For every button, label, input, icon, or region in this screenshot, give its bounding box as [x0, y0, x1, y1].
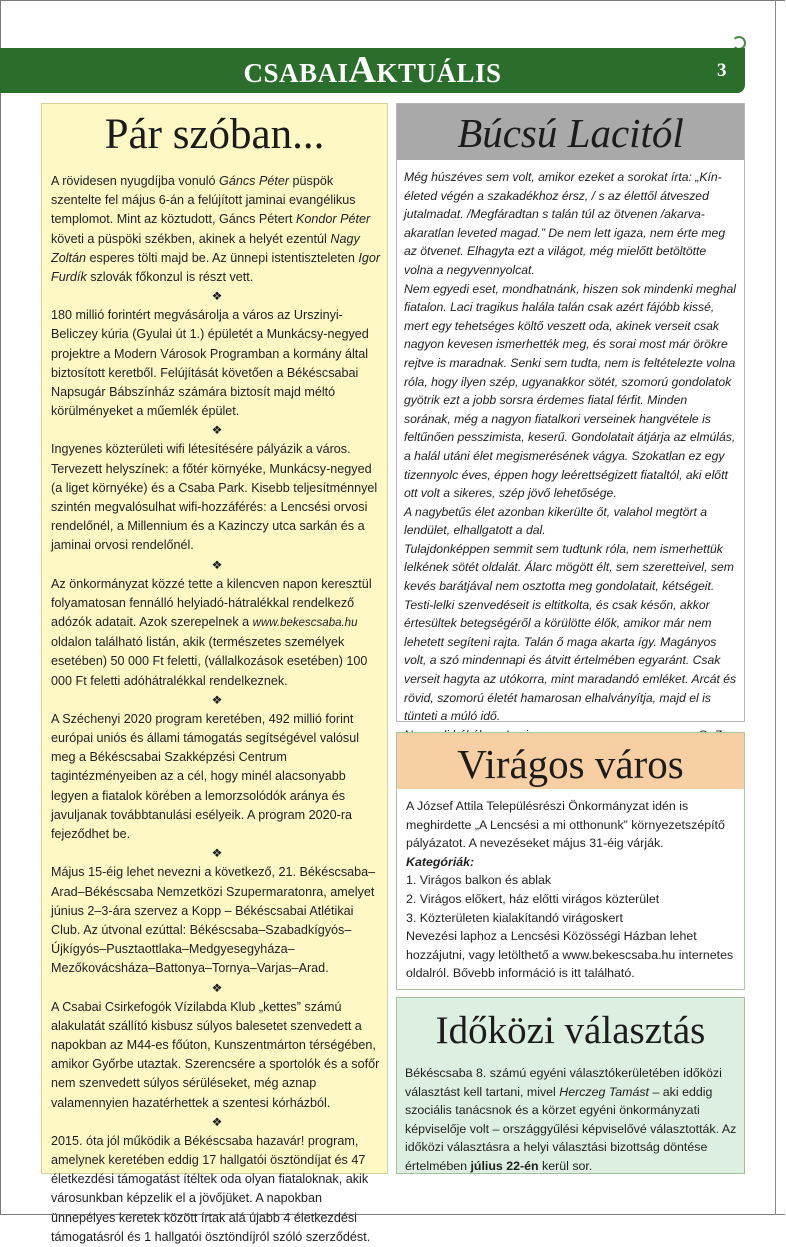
news-text: Ingyenes közterületi wifi létesítésére pályázik a város. Tervezett helyszínek: a főtér környéke, Munkácsy-negyed (a liget környéke) és a Csaba Park. Kisebb teljesítménnyel szintén megvalósulhat wifi-hozzáférés: a Lencsési orvosi rendelőnél, a Millennium és a Kazinczy utca sarkán és a jaminai orvosi rendelőnél.: [51, 442, 378, 553]
bucsu-title: Búcsú Lacitól: [457, 110, 684, 156]
news-text: A Csabai Csirkefogók Vízilabda Klub „kettes” számú alakulatát szállító kisbusz súlyos balesetet szenvedett a napokban az M44-es főúton, Kunszentmárton térségében, amikor Győrbe utaztak. Szerencsére a sportolók és a sofőr nem szenvedett súlyos sérüléseket, még aznap valamennyien hazatérhettek a szentesi kórházból.: [51, 999, 380, 1110]
viragos-outro: Nevezési laphoz a Lencsési Közösségi Házban lehet hozzájutni, vagy letölthető a www.bekescsaba.hu internetes oldalról. Bővebb információ is itt található.: [406, 929, 734, 981]
news-text: A rövidesen nyugdíjba vonuló: [51, 174, 220, 188]
title-suffix: KTUÁLIS: [376, 58, 502, 88]
separator-ornament-icon: ❖: [211, 846, 223, 861]
bucsu-paragraph: Nem egyedi eset, mondhatnánk, hiszen sok mindenki meghal fiatalon. Laci tragikus halála talán csak azért fájóbb kissé, mert egy tehetséges költő veszett oda, akinek verseit csak nagyon kevesen ismerhették meg, és sorai most már örökre rejtve is maradnak. Senki sem tudta, nem is feltételezte volna róla, hogy ilyen szép, ugyanakkor sötét, szomorú gondolatok gyötrik ezt a jobb sorsra érdemes fiatal férfit. Minden sorának, még a nagyon fiatalkori verseinek hangvétele is feltűnően pesszimista, keserű. Gondolatait átjárja az elmúlás, a halál utáni élet megismerésének vágya. Szokatlan ez egy tizennyolc éves, éppen hogy leérettségizett fiataltól, aki előtt ott volt a sikeres, szép jövő lehetősége.: [404, 281, 736, 501]
news-text: püspök szentelte fel május 6-án a felújított jaminai evangélikus templomot. Mint az köztudott, Gáncs Pétert: [51, 174, 356, 227]
viragos-category: 2. Virágos előkert, ház előtti virágos közterület: [406, 891, 660, 906]
page-edge-rule: [775, 0, 776, 1215]
news-item: [51, 863, 383, 978]
separator-ornament-icon: ❖: [211, 289, 223, 304]
viragos-intro: A József Attila Településrészi Önkormányzat idén is meghirdette „A Lencsési a mi otthonunk” környezetszépítő pályázatot. A nevezéseket május 31-éig várják.: [406, 799, 725, 851]
separator-ornament-icon: ❖: [211, 692, 223, 707]
news-item: [51, 710, 383, 844]
news-text: Május 15-éig lehet nevezni a következő, 21. Békéscsaba–Arad–Békéscsaba Nemzetközi Szupermaratonra, amelyet június 2–3-ára szervez a Kopp – Békéscsabai Atlétikai Club. Az útvonal ezúttal: Békéscsaba–Szabadkígyós–Újkígyós–Pusztaottlaka–Medgyesegyháza–Mezőkovácsháza–Battonya–Tornya–Varjas–Arad.: [51, 865, 376, 976]
news-item: [51, 440, 383, 555]
news-text: esperes tölti majd be. Az ünnepi istentiszteleten: [86, 250, 359, 265]
emphasis-text: Nagy Zoltán: [51, 231, 360, 265]
par-szoban-body: [51, 172, 383, 1247]
idokozi-name: Herczeg Tamást: [559, 1084, 650, 1099]
emphasis-text: www.bekescsaba.hu: [252, 617, 358, 630]
news-text: 2015. óta jól működik a Békéscsaba hazavár! program, amelynek keretében eddig 17 hallgatói ösztöndíjat és 47 életkezdési támogatást ítéltek oda olyan fiataloknak, akik városunkban képzelik el a jövőjüket. A napokban ünnepélyes keretek között írtak alá újabb 4 életkezdési támogatásról és 1 hallgatói ösztöndíjról szóló szerződést.: [51, 1133, 371, 1244]
viragos-title: Virágos város: [457, 741, 684, 787]
news-text: 180 millió forintért megvásárolja a város az Urszinyi-Beliczey kúria (Gyulai út 1.) épületét a Munkácsy-negyed projektre a Modern Városok Programban a kormány által biztosított keretből. Felújítását követően a Békéscsabai Napsugár Bábszínház számára biztosít majd méltó körülményeket a műemlék épület.: [51, 308, 369, 419]
news-text: követi a püspöki székben, akinek a helyét ezentúl: [51, 231, 331, 246]
viragos-category: 1. Virágos balkon és ablak: [406, 873, 552, 888]
news-text: Az önkormányzat közzé tette a kilencven napon keresztül folyamatosan fennálló helyiadó-hátralékkal rendelkező adózók adatait. Azok szerepelnek a: [51, 576, 372, 630]
idokozi-date: július 22-én: [470, 1158, 539, 1173]
idokozi-text: [405, 1064, 743, 1176]
idokozi-valasztas-article: [396, 997, 745, 1174]
viragos-category: 3. Közterületen kialakítandó virágoskert: [406, 910, 623, 925]
viragos-varos-article: [396, 732, 745, 990]
par-szoban-title: Pár szóban...: [104, 111, 325, 158]
news-text: szlovák főkonzul is részt vett.: [86, 270, 254, 285]
news-text: A Széchenyi 2020 program keretében, 492 millió forint európai uniós és állami támogatás segítségével valósul meg a Békéscsabai Szakképzési Centrum tagintézményeiben az a cél, hogy minél alacsonyabb legyen a fiatalok körében a lemorzsolódók aránya és javuljanak továbbtanulási esélyeik. A program 2020-ra fejeződhet be.: [51, 711, 360, 842]
news-item: [51, 998, 383, 1113]
page-number: 3: [717, 60, 727, 81]
news-text: oldalon található listán, akik (természetes személyek esetében) 50 000 Ft feletti, (vállalkozások esetében) 100 000 Ft feletti adóhátralékkal rendelkeznek.: [51, 635, 368, 688]
viragos-categories-label: Kategóriák:: [406, 854, 475, 869]
idokozi-text-1: Békéscsaba 8. számú egyéni választókerületében időközi választást kell tartani, mivel: [405, 1066, 722, 1099]
bucsu-article: [396, 103, 745, 722]
separator-ornament-icon: ❖: [211, 557, 223, 572]
separator-ornament-icon: ❖: [211, 980, 223, 995]
news-item: [51, 1132, 383, 1247]
emphasis-text: Igor Furdík: [51, 250, 381, 285]
separator-ornament-icon: ❖: [211, 1114, 223, 1129]
news-item: [51, 172, 383, 287]
viragos-body: [397, 789, 742, 983]
viragos-header: [397, 733, 744, 789]
title-prefix: CSABAI: [243, 58, 349, 88]
bucsu-paragraph: A nagybetűs élet azonban kikerülte őt, valahol megtört a lendület, elhallgatott a dal.: [404, 504, 708, 538]
bucsu-body: [397, 160, 737, 744]
idokozi-text-2: – aki eddig szociális tanácsnok és a körzet egyéni önkormányzati képviselője volt – országgyűlési képviselővé választották. Az időközi választásra a helyi választási bizottság döntése értelmében: [405, 1084, 737, 1173]
emphasis-text: Kondor Péter: [295, 212, 371, 227]
bucsu-header: [397, 104, 744, 160]
bucsu-paragraph: Tulajdonképpen semmit sem tudtunk róla, nem ismerhettük lelkének sötét oldalát. Álarc mögött élt, sem szeretteivel, sem kevés barátjával nem osztotta meg gondolatait, kétségeit. Testi-lelki szenvedéseit is eltitkolta, és csak későn, akkor értesültek betegségéről a körülötte élők, amikor már nem lehetett segíteni rajta. Talán ő maga akarta így. Magányos volt, a szó mindennapi és átvitt értelmében egyaránt. Csak verseit hagyta az utókorra, mint maradandó emléket. Arcát és rövid, szomorú életét hamarosan elhalványítja, majd el is tünteti a múló idő.: [404, 541, 737, 724]
title-big-letter: A: [348, 49, 377, 91]
idokozi-title: Időközi választás: [435, 1009, 706, 1052]
news-item: [51, 306, 383, 421]
news-item: [51, 575, 383, 691]
emphasis-text: Gáncs Péter: [219, 174, 290, 188]
separator-ornament-icon: ❖: [211, 423, 223, 438]
par-szoban-column: [41, 103, 388, 1244]
idokozi-body: [397, 1064, 743, 1176]
bucsu-paragraph: Még húszéves sem volt, amikor ezeket a sorokat írta: „Kín-életed végén a szakadékhoz érsz, / s az élettől átveszed jutalmadat. /Megfáradtan s talán túl az ötvenen /akarva-akaratlan leveted magad.” De nem lett igaza, nem érte meg az ötvenet. Elhagyta ezt a világot, még mielőtt betöltötte volna a negyvennyolcat.: [404, 170, 726, 277]
publication-title: [0, 49, 745, 91]
idokozi-text-3: kerül sor.: [538, 1158, 593, 1173]
